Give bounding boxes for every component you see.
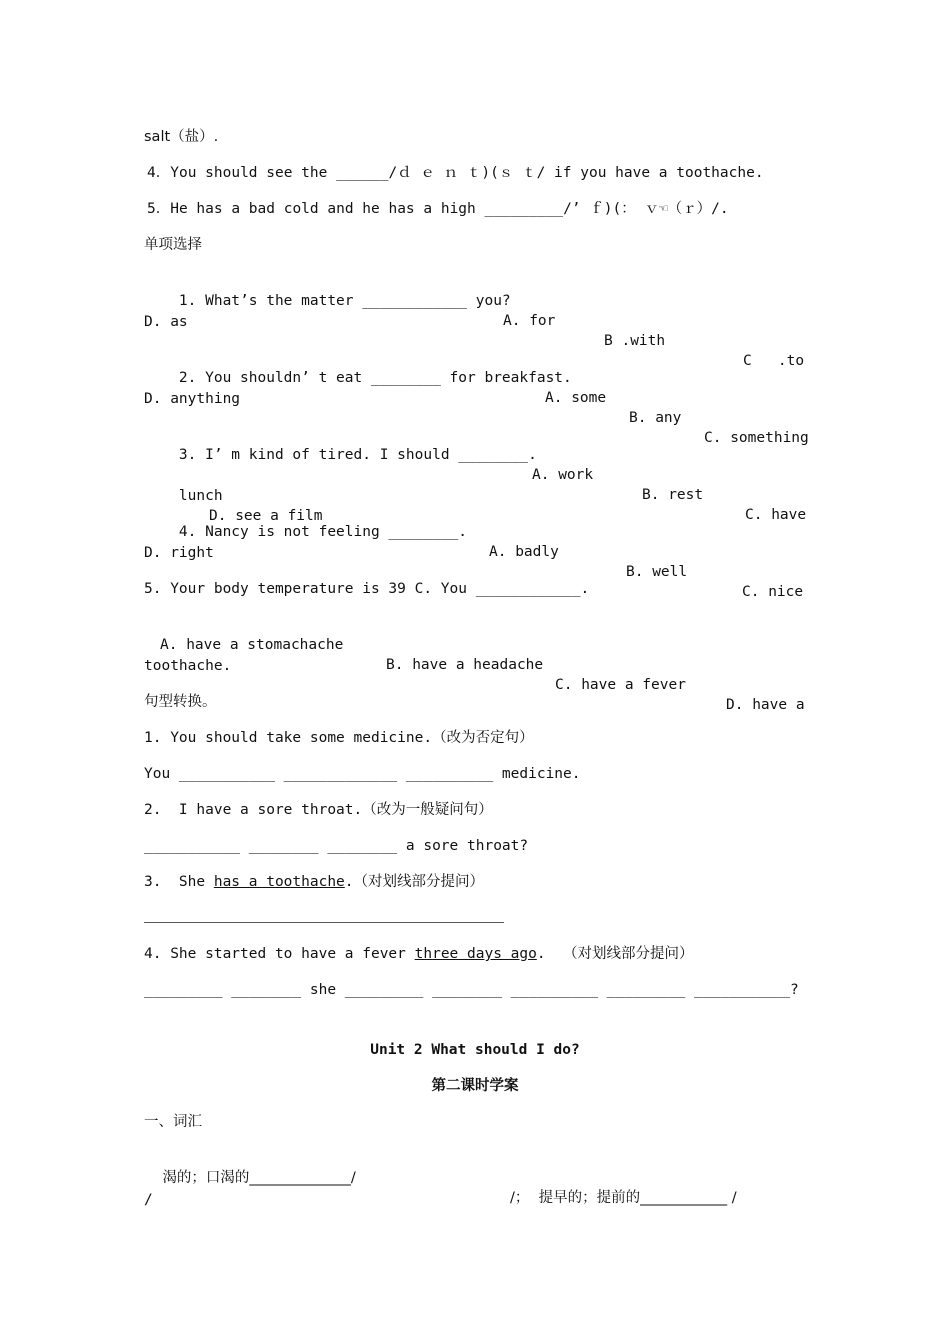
mc-q5-option-d: D. have a [726,697,805,713]
mc-q4-option-c: C. nice [742,584,804,600]
mc-q5-option-a: A. have a stomachache [160,637,344,653]
mc-q2-option-d: D. anything [144,391,241,407]
mc-q4-option-b: B. well [626,564,688,580]
mc-q3-option-c-cont: lunch [178,488,223,504]
vocab-question-5: 5．He has a bad cold and he has a high _________/’ ｆ)(： ｖ☜（ｒ）/. [147,201,729,217]
transform-answer-1: You ___________ _____________ __________ medicine. [144,766,581,782]
transform-q3-pre: 3. She [144,874,214,890]
mc-q2-option-a: A. some [545,390,607,406]
mc-q3-option-d: D. see a film [209,508,323,524]
mc-q2-option-c: C. something [704,430,809,446]
mc-q5-option-d-cont: toothache. [144,658,232,674]
mc-q5-option-c: C. have a fever [555,677,686,693]
mc-q1-option-a: A. for [503,313,556,329]
transform-q4-underlined: three days ago [414,946,537,962]
transform-question-3 [144,872,806,892]
vocab-early: /； 提早的；提前的____________ / [510,1190,737,1206]
transform-answer-3-line [144,922,504,923]
mc-q1-option-c: C .to [743,353,805,369]
transform-answer-4: _________ ________ she _________ ________ __________ _________ ___________? [144,982,799,998]
transform-answer-2: ___________ ________ ________ a sore throat? [144,838,529,854]
vocab-question-4: 4．You should see the ______/ｄ ｅ ｎ ｔ)(ｓ ｔ/ if you have a toothache. [147,165,764,181]
mc-q3-stem: 3. I’ m kind of tired. I should ________. [178,447,537,463]
mc-q3-option-c: C. have [745,507,807,523]
mc-question-5: 5. Your body temperature is 39 C. You ____________. [144,581,590,597]
mc-q2-stem: 2. You shouldn’ t eat ________ for breakfast. [178,370,572,386]
transform-question-4 [144,944,806,964]
mc-q3-option-b: B. rest [642,487,704,503]
mc-q3-option-a: A. work [532,467,594,483]
mc-q2-option-b: B. any [629,410,682,426]
mc-q1-option-b: B .with [604,333,666,349]
unit-subtitle: 第二课时学案 [431,1078,519,1094]
transform-q4-pre: 4. She started to have a fever [144,946,415,962]
transform-q3-underlined: has a toothache [213,874,345,890]
vocab-thirsty: 渴的；口渴的______________/ [162,1170,356,1186]
vocab-line-salt: salt（盐）. [144,129,219,145]
vocab-section-title: 一、词汇 [144,1114,202,1130]
vocab-line-1 [144,1148,806,1228]
unit-title: Unit 2 What should I do? [370,1042,580,1058]
transform-question-1: 1. You should take some medicine.（改为否定句） [144,730,534,746]
mc-q1-option-d: D. as [144,314,188,330]
mc-q4-option-a: A. badly [489,544,559,560]
mc-q5-option-b: B. have a headache [386,657,544,673]
mc-q4-option-d: D. right [144,545,214,561]
mc-section-title: 单项选择 [144,237,202,253]
vocab-line-2: / [144,1192,153,1208]
transform-section-title: 句型转换。 [144,694,217,710]
transform-q3-post: .（对划线部分提问） [344,874,485,890]
mc-q1-stem: 1. What’s the matter ____________ you? [178,293,511,309]
transform-q4-post: . （对划线部分提问） [536,946,694,962]
transform-question-2: 2. I have a sore throat.（改为一般疑问句） [144,802,493,818]
mc-q4-stem: 4. Nancy is not feeling ________. [178,524,468,540]
